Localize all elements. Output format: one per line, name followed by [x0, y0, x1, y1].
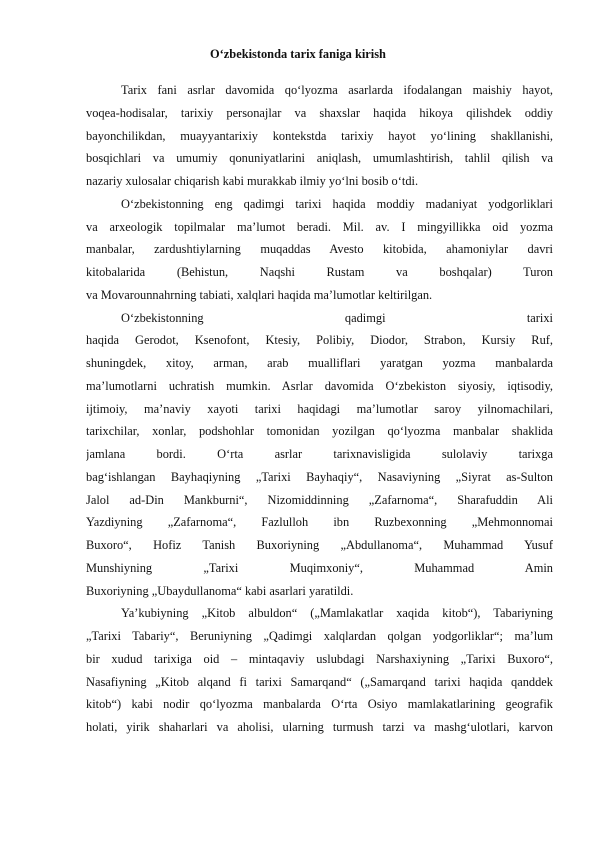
- text-line: shuningdek, xitoy, arman, arab mualliflari yaratgan yozma manbalarda: [86, 356, 553, 370]
- text-line: kitobalarida (Behistun, Naqshi Rustam va boshqalar) Turon: [86, 265, 553, 279]
- paragraph-4: [86, 605, 553, 742]
- text-line: Nasafiyning „Kitob alqand fi tarixi Samarqand“ („Samarqand tarixi haqida qanddek: [86, 674, 553, 689]
- text-line: va arxeologik topilmalar ma’lumot beradi. Mil. av. I mingyillikka oid yozma: [86, 219, 553, 234]
- text-line: bosqichlari va umumiy qonuniyatlarini aniqlash, umumlashtirish, tahlil qilish va: [86, 151, 553, 166]
- text-line: voqea-hodisalar, tarixiy personajlar va shaxslar haqida hikoya qilishdek oddiy: [86, 105, 553, 120]
- document-body: [86, 82, 553, 742]
- text-line: bayonchilikdan, muayyantarixiy kontekstda tarixiy hayot yo‘lining shakllanishi,: [86, 128, 553, 143]
- text-line: Yazdiyning „Zafarnoma“, Fazlulloh ibn Ruzbexonning „Mehmonnomai: [86, 515, 553, 530]
- text-line: nazariy xulosalar chiqarish kabi murakkab ilmiy yo‘lni bosib o‘tdi.: [86, 174, 419, 188]
- text-line: „Tarixi Tabariy“, Beruniyning „Qadimgi xalqlardan qolgan yodgorliklar“; ma’lum: [86, 629, 553, 643]
- text-line: Tarix fani asrlar davomida qo‘lyozma asarlarda ifodalangan maishiy hayot,: [121, 83, 553, 97]
- text-line: va Movarounnahrning tabiati, xalqlari haqida ma’lumotlar keltirilgan.: [86, 287, 433, 302]
- text-line: Buxoriyning „Ubaydullanoma“ kabi asarlari yaratildi.: [86, 583, 354, 598]
- document-title: O‘zbekistonda tarix faniga kirish: [210, 47, 386, 61]
- paragraph-1: [86, 82, 553, 196]
- text-line: ma’lumotlarni uchratish mumkin. Asrlar davomida O‘zbekiston siyosiy, iqtisodiy,: [86, 378, 553, 393]
- text-line: haqida Gerodot, Ksenofont, Ktesiy, Polibiy, Diodor, Strabon, Kursiy Ruf,: [86, 333, 553, 348]
- text-line: bir xudud tarixiga oid – mintaqaviy uslubdagi Narshaxiyning „Tarixi Buxoro“,: [86, 651, 553, 666]
- text-line: Ya’kubiyning „Kitob albuldon“ („Mamlakatlar xaqida kitob“), Tabariyning: [121, 606, 553, 621]
- text-line: Buxoro“, Hofiz Tanish Buxoriyning „Abdullanoma“, Muhammad Yusuf: [86, 538, 553, 552]
- text-line: bag‘ishlangan Bayhaqiyning „Tarixi Bayhaqiy“, Nasaviyning „Siyrat as-Sulton: [86, 469, 553, 484]
- text-line: jamlana bordi. O‘rta asrlar tarixnavisligida sulolaviy tarixga: [86, 447, 553, 461]
- text-line: Jalol ad-Din Mankburni“, Nizomiddinning „Zafarnoma“, Sharafuddin Ali: [86, 492, 553, 507]
- text-line: manbalar, zardushtiylarning muqaddas Avesto kitobida, ahamoniylar davri: [86, 242, 553, 257]
- text-line: holati, yirik shaharlari va aholisi, ularning turmush tarzi va mashg‘ulotlari, karvon: [86, 720, 553, 734]
- text-line: O‘zbekistonning eng qadimgi tarixi haqida moddiy madaniyat yodgorliklari: [121, 196, 553, 211]
- text-line: ijtimoiy, ma’naviy xayoti tarixi haqidagi ma’lumotlar saroy yilnomachilari,: [86, 401, 553, 416]
- paragraph-2: [86, 196, 553, 310]
- paragraph-3: [86, 310, 553, 606]
- text-line: Munshiyning „Tarixi Muqimxoniy“, Muhammad Amin: [86, 560, 553, 575]
- text-line: O‘zbekistonning qadimgi tarixi: [121, 310, 553, 325]
- text-line: tarixchilar, xonlar, podshohlar tomonidan yozilgan qo‘lyozma manbalar shaklida: [86, 424, 553, 439]
- text-line: kitob“) kabi nodir qo‘lyozma manbalarda O‘rta Osiyo mamlakatlarining geografik: [86, 697, 553, 712]
